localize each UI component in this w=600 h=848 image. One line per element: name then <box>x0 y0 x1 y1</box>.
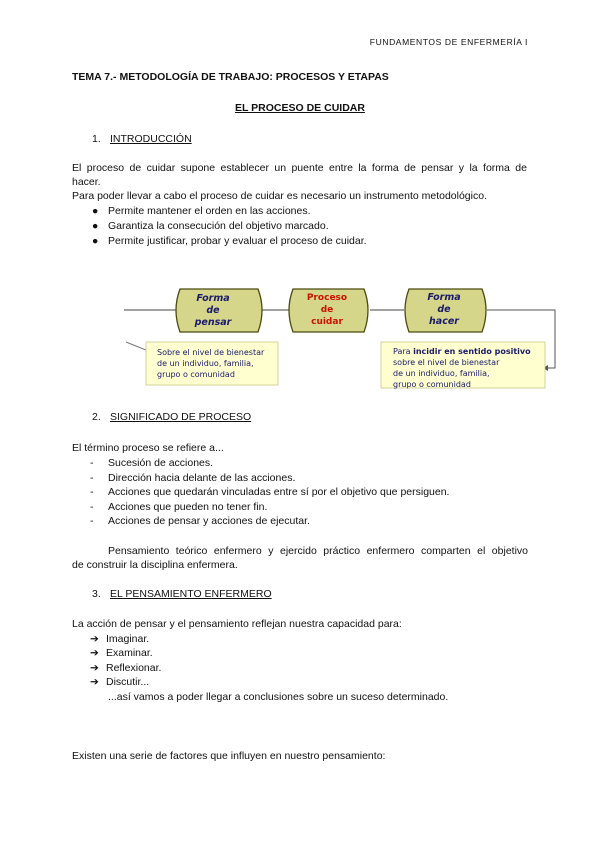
dash-item <box>90 456 213 470</box>
document-title: TEMA 7.- METODOLOGÍA DE TRABAJO: PROCESOS Y ETAPAS <box>72 71 389 83</box>
bullet-text: Garantiza la consecución del objetivo marcado. <box>108 220 329 232</box>
box3-line-2: de <box>437 304 451 315</box>
dash-item <box>90 500 267 514</box>
dash-item <box>90 471 295 485</box>
section-1-paragraph-2: Para poder llevar a cabo el proceso de cuidar es necesario un instrumento metodológico. <box>72 190 487 202</box>
arrow-item <box>90 661 161 675</box>
arrow-right-icon: ➔ <box>90 676 99 688</box>
section-3-number: 3. <box>92 588 101 600</box>
note2-prefix: Para <box>393 347 414 356</box>
section-3-label: EL PENSAMIENTO ENFERMERO <box>110 588 272 600</box>
section-2-paragraph-a: Pensamiento teórico enfermero y ejercido práctico enfermero comparten el objetivo <box>108 545 528 557</box>
section-1-paragraph-1a: El proceso de cuidar supone establecer un puente entre la forma de pensar y la forma de <box>72 162 527 174</box>
subtitle-text: EL PROCESO DE CUIDAR <box>235 102 365 114</box>
section-1-heading <box>92 133 192 145</box>
section-3-heading <box>92 588 272 600</box>
note2-line-2: sobre el nivel de bienestar <box>393 358 500 367</box>
box3-line-1: Forma <box>427 292 461 303</box>
dash-marker: - <box>90 472 94 484</box>
note2-line-4: grupo o comunidad <box>393 380 471 389</box>
section-2-label: SIGNIFICADO DE PROCESO <box>110 411 252 423</box>
dash-text: Acciones que pueden no tener fin. <box>108 501 268 513</box>
arrow-item <box>90 632 149 646</box>
box1-line-2: de <box>206 305 220 316</box>
arrow-item <box>90 675 149 689</box>
dash-item <box>90 485 449 499</box>
arrow-item <box>90 646 153 660</box>
dash-item <box>90 514 310 528</box>
dash-text: Acciones que quedarán vinculadas entre sí por el objetivo que persiguen. <box>108 486 450 498</box>
note1-line-1: Sobre el nivel de bienestar <box>157 348 265 357</box>
process-diagram <box>0 280 600 392</box>
section-3-intro: La acción de pensar y el pensamiento reflejan nuestra capacidad para: <box>72 618 402 630</box>
dash-text: Sucesión de acciones. <box>108 457 214 469</box>
arrow-right-icon: ➔ <box>90 647 99 659</box>
section-1-number: 1. <box>92 133 101 145</box>
arrow-text: Reflexionar. <box>106 662 162 674</box>
section-1-paragraph-1b: hacer. <box>72 176 101 188</box>
dash-text: Dirección hacia delante de las acciones. <box>108 472 296 484</box>
box2-line-2: de <box>320 305 334 315</box>
box2-line-1: Proceso <box>306 293 348 303</box>
bullet-item <box>92 204 311 218</box>
box2-line-3: cuidar <box>311 317 343 327</box>
bullet-marker: ● <box>92 220 99 232</box>
section-3-closing: Existen una serie de factores que influyen en nuestro pensamiento: <box>72 750 386 762</box>
note2-line-1 <box>393 347 531 356</box>
section-2-intro: El término proceso se refiere a... <box>72 442 224 454</box>
callout-line <box>126 342 146 350</box>
arrow-right-icon: ➔ <box>90 662 99 674</box>
arrow-text: Imaginar. <box>106 633 150 645</box>
note1-line-2: de un individuo, familia, <box>157 359 254 368</box>
bullet-item <box>92 234 367 248</box>
bullet-text: Permite justificar, probar y evaluar el proceso de cuidar. <box>108 235 367 247</box>
section-2-paragraph-b: de construir la disciplina enfermera. <box>72 559 238 571</box>
page-header: FUNDAMENTOS DE ENFERMERÍA I <box>369 37 528 47</box>
note2-bold: incidir en sentido positivo <box>413 347 531 356</box>
note1-line-3: grupo o comunidad <box>157 370 235 379</box>
section-3-conclusion: ...así vamos a poder llegar a conclusiones sobre un suceso determinado. <box>108 691 449 703</box>
box1-line-1: Forma <box>196 293 230 304</box>
dash-marker: - <box>90 501 94 513</box>
arrow-right-icon: ➔ <box>90 633 99 645</box>
section-2-number: 2. <box>92 411 101 423</box>
bullet-text: Permite mantener el orden en las acciones. <box>108 205 311 217</box>
arrow-text: Examinar. <box>106 647 153 659</box>
box3-line-3: hacer <box>429 316 459 327</box>
bullet-item <box>92 219 329 233</box>
document-subtitle <box>0 102 600 114</box>
dash-marker: - <box>90 486 94 498</box>
bullet-marker: ● <box>92 205 99 217</box>
box1-line-3: pensar <box>194 317 232 328</box>
dash-marker: - <box>90 457 94 469</box>
bullet-marker: ● <box>92 235 99 247</box>
note2-line-3: de un individuo, familia, <box>393 369 490 378</box>
section-1-label: INTRODUCCIÓN <box>110 133 192 145</box>
dash-text: Acciones de pensar y acciones de ejecutar. <box>108 515 310 527</box>
dash-marker: - <box>90 515 94 527</box>
section-2-heading <box>92 411 251 423</box>
arrow-text: Discutir... <box>106 676 150 688</box>
